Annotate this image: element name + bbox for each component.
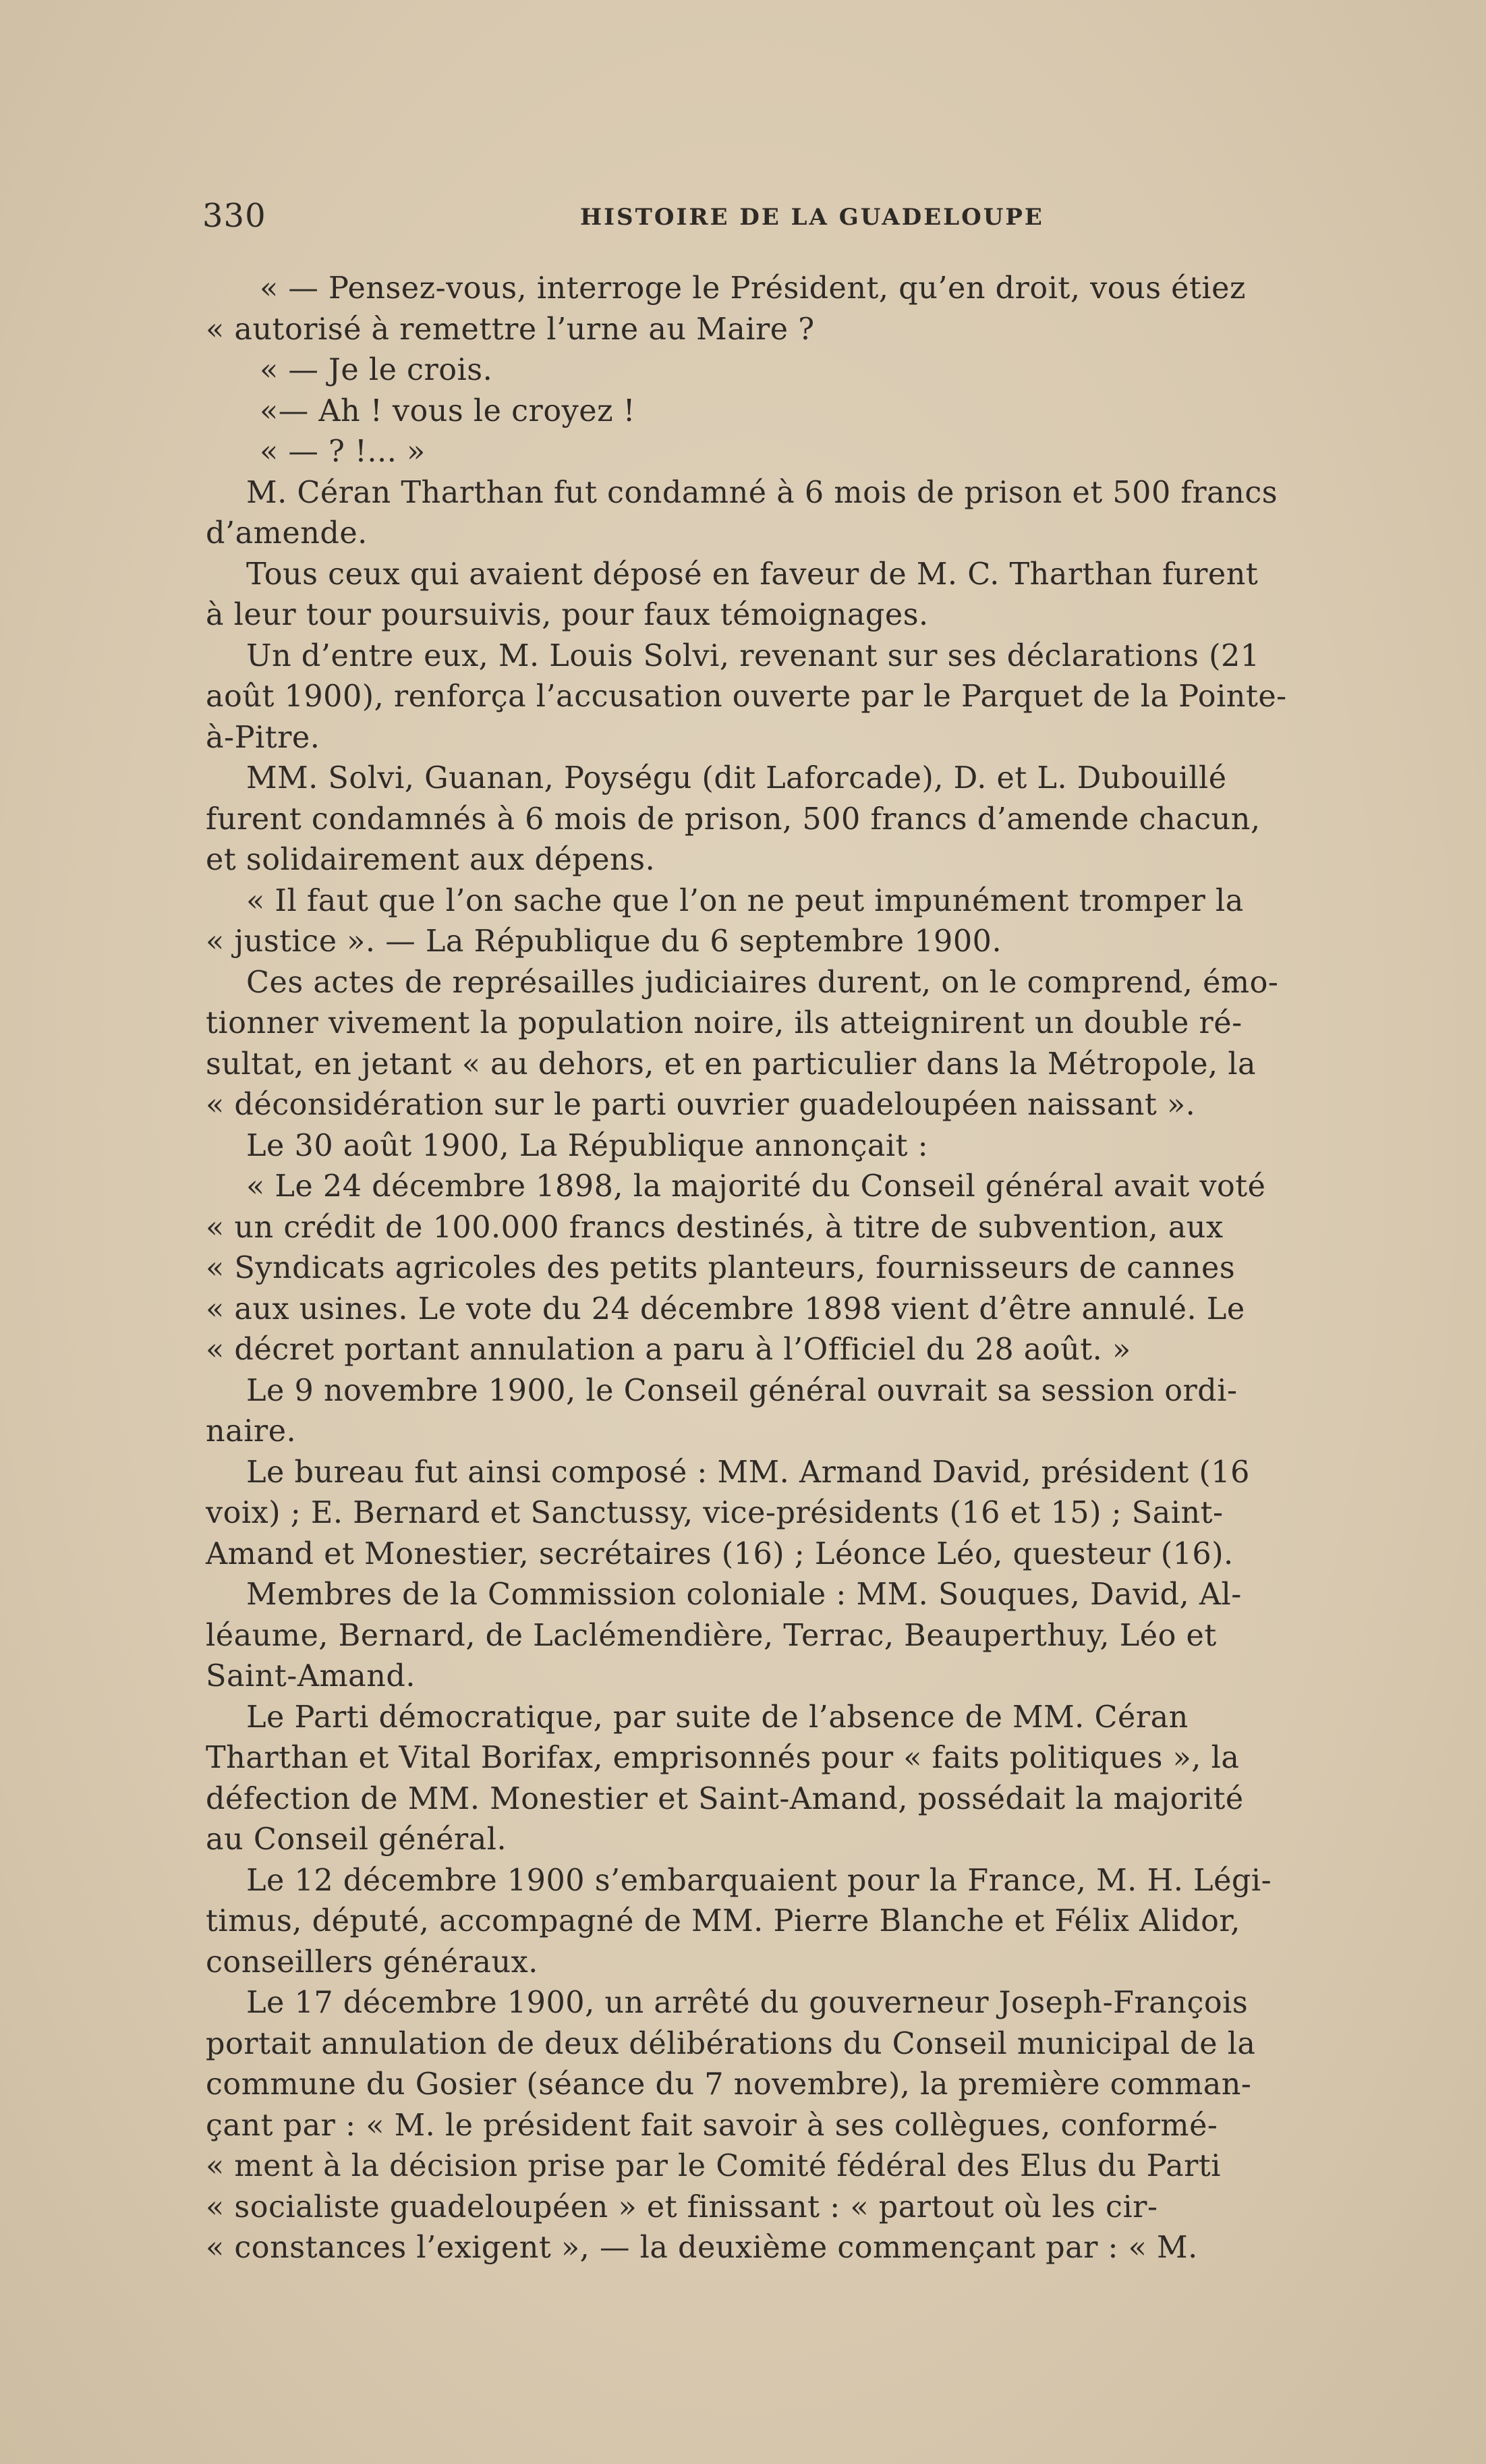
text-line-content: d’amende. (206, 516, 368, 551)
text-line (206, 881, 1413, 922)
page-number: 330 (202, 197, 266, 235)
text-line-content: « — ? !... » (260, 435, 426, 469)
text-line (206, 432, 1413, 473)
text-line-content: Tharthan et Vital Borifax, emprisonnés pour « faits politiques », la (206, 1741, 1240, 1775)
text-line (206, 1044, 1413, 1086)
text-line-content: « ment à la décision prise par le Comité fédéral des Elus du Parti (206, 2149, 1222, 2183)
text-line (206, 595, 1413, 636)
text-line-content: portait annulation de deux délibérations du Conseil municipal de la (206, 2026, 1256, 2061)
text-line (206, 2024, 1413, 2065)
text-line-content: « justice ». — La République du 6 septembre 1900. (206, 924, 1002, 959)
text-line-content: « — Je le crois. (260, 353, 493, 387)
text-line-content: MM. Solvi, Guanan, Poységu (dit Laforcade), D. et L. Dubouillé (246, 761, 1227, 795)
running-title: HISTOIRE DE LA GUADELOUPE (580, 204, 1044, 231)
text-line-content: Un d’entre eux, M. Louis Solvi, revenant sur ses déclarations (21 (246, 638, 1260, 673)
text-line-content: août 1900), renforça l’accusation ouverte par le Parquet de la Pointe- (206, 679, 1287, 714)
text-line (206, 310, 1413, 351)
text-line-content: Ces actes de représailles judiciaires durent, on le comprend, émo- (246, 965, 1279, 1000)
text-line (206, 350, 1413, 391)
text-line (206, 1453, 1413, 1494)
text-line (206, 1248, 1413, 1289)
text-line (206, 1656, 1413, 1698)
text-line-content: Le 9 novembre 1900, le Conseil général ouvrait sa session ordi- (246, 1373, 1238, 1408)
text-line-content: Le 30 août 1900, La République annonçait : (246, 1128, 929, 1163)
text-line-content: Membres de la Commission coloniale : MM. Souques, David, Al- (246, 1577, 1242, 1612)
text-line-content: tionner vivement la population noire, ils atteignirent un double ré- (206, 1006, 1242, 1040)
text-line (206, 1534, 1413, 1575)
text-line-content: « déconsidération sur le parti ouvrier guadeloupéen naissant ». (206, 1088, 1196, 1122)
text-line-content: « — Pensez-vous, interroge le Président, qu’en droit, vous étiez (260, 271, 1246, 306)
text-line (206, 1942, 1413, 1984)
text-line (206, 2065, 1413, 2106)
text-line (206, 1330, 1413, 1371)
text-line-content: à leur tour poursuivis, pour faux témoignages. (206, 598, 929, 632)
text-line-content: timus, député, accompagné de MM. Pierre Blanche et Félix Alidor, (206, 1904, 1240, 1938)
text-line (206, 2187, 1413, 2229)
text-line (206, 2146, 1413, 2187)
text-line (206, 1126, 1413, 1167)
text-line (206, 1983, 1413, 2024)
text-line (206, 391, 1413, 432)
text-line-content: Saint-Amand. (206, 1659, 416, 1693)
text-line-content: « autorisé à remettre l’urne au Maire ? (206, 312, 815, 347)
text-line-content: furent condamnés à 6 mois de prison, 500 francs d’amende chacun, (206, 802, 1261, 837)
text-line-content: Le 12 décembre 1900 s’embarquaient pour la France, M. H. Légi- (246, 1863, 1272, 1898)
text-line-content: « Il faut que l’on sache que l’on ne peut impunément tromper la (246, 883, 1244, 918)
text-line (206, 1820, 1413, 1861)
text-line (206, 473, 1413, 514)
text-line-content: « Le 24 décembre 1898, la majorité du Conseil général avait voté (246, 1169, 1266, 1204)
text-line-content: Tous ceux qui avaient déposé en faveur de M. C. Tharthan furent (246, 557, 1259, 592)
text-line (206, 800, 1413, 841)
text-line (206, 555, 1413, 596)
text-line-content: défection de MM. Monestier et Saint-Amand, possédait la majorité (206, 1781, 1244, 1816)
text-line (206, 1493, 1413, 1534)
text-line-content: « socialiste guadeloupéen » et finissant : « partout où les cir- (206, 2189, 1158, 2224)
text-line (206, 758, 1413, 800)
text-line-content: Le 17 décembre 1900, un arrêté du gouverneur Joseph-François (246, 1986, 1249, 2020)
text-line (206, 1411, 1413, 1453)
text-line (206, 1289, 1413, 1331)
text-line-content: voix) ; E. Bernard et Sanctussy, vice-présidents (16 et 15) ; Saint- (206, 1496, 1224, 1530)
text-line (206, 1085, 1413, 1126)
text-line-content: çant par : « M. le président fait savoir à ses collègues, conformé- (206, 2108, 1218, 2143)
body-text (206, 269, 1413, 2269)
text-line (206, 2228, 1413, 2269)
text-line-content: Le bureau fut ainsi composé : MM. Armand David, président (16 (246, 1455, 1250, 1490)
text-line-content: à-Pitre. (206, 720, 320, 755)
text-line-content: « un crédit de 100.000 francs destinés, à titre de subvention, aux (206, 1210, 1224, 1245)
text-line (206, 1003, 1413, 1044)
text-line (206, 1167, 1413, 1208)
text-line (206, 1371, 1413, 1412)
text-line-content: « Syndicats agricoles des petits planteurs, fournisseurs de cannes (206, 1251, 1236, 1285)
text-line (206, 677, 1413, 718)
text-line (206, 840, 1413, 881)
text-line-content: léaume, Bernard, de Laclémendière, Terrac, Beauperthuy, Léo et (206, 1618, 1217, 1653)
text-line (206, 1208, 1413, 1249)
text-line (206, 513, 1413, 555)
text-line (206, 636, 1413, 677)
text-line-content: conseillers généraux. (206, 1944, 538, 1980)
text-line-content: « constances l’exigent », — la deuxième commençant par : « M. (206, 2231, 1198, 2265)
text-line (206, 922, 1413, 963)
text-line (206, 718, 1413, 759)
text-line-content: naire. (206, 1414, 297, 1449)
text-line-content: sultat, en jetant « au dehors, et en particulier dans la Métropole, la (206, 1046, 1257, 1082)
text-line (206, 1901, 1413, 1942)
text-line (206, 1861, 1413, 1902)
text-line (206, 963, 1413, 1004)
text-line-content: Amand et Monestier, secrétaires (16) ; Léonce Léo, questeur (16). (206, 1536, 1234, 1571)
text-line-content: M. Céran Tharthan fut condamné à 6 mois de prison et 500 francs (246, 475, 1278, 510)
text-line-content: «— Ah ! vous le croyez ! (260, 393, 636, 428)
text-line (206, 1779, 1413, 1820)
text-line-content: et solidairement aux dépens. (206, 843, 656, 877)
text-line (206, 1575, 1413, 1616)
text-line-content: Le Parti démocratique, par suite de l’absence de MM. Céran (246, 1700, 1189, 1735)
text-line-content: commune du Gosier (séance du 7 novembre), la première comman- (206, 2067, 1252, 2102)
text-line (206, 269, 1413, 310)
page-header (202, 197, 1255, 237)
text-line-content: « aux usines. Le vote du 24 décembre 1898 vient d’être annulé. Le (206, 1291, 1245, 1326)
text-line-content: au Conseil général. (206, 1822, 507, 1857)
text-line (206, 1698, 1413, 1739)
text-line-content: « décret portant annulation a paru à l’Officiel du 28 août. » (206, 1333, 1131, 1367)
text-line (206, 2106, 1413, 2147)
text-line (206, 1616, 1413, 1657)
text-line (206, 1738, 1413, 1779)
